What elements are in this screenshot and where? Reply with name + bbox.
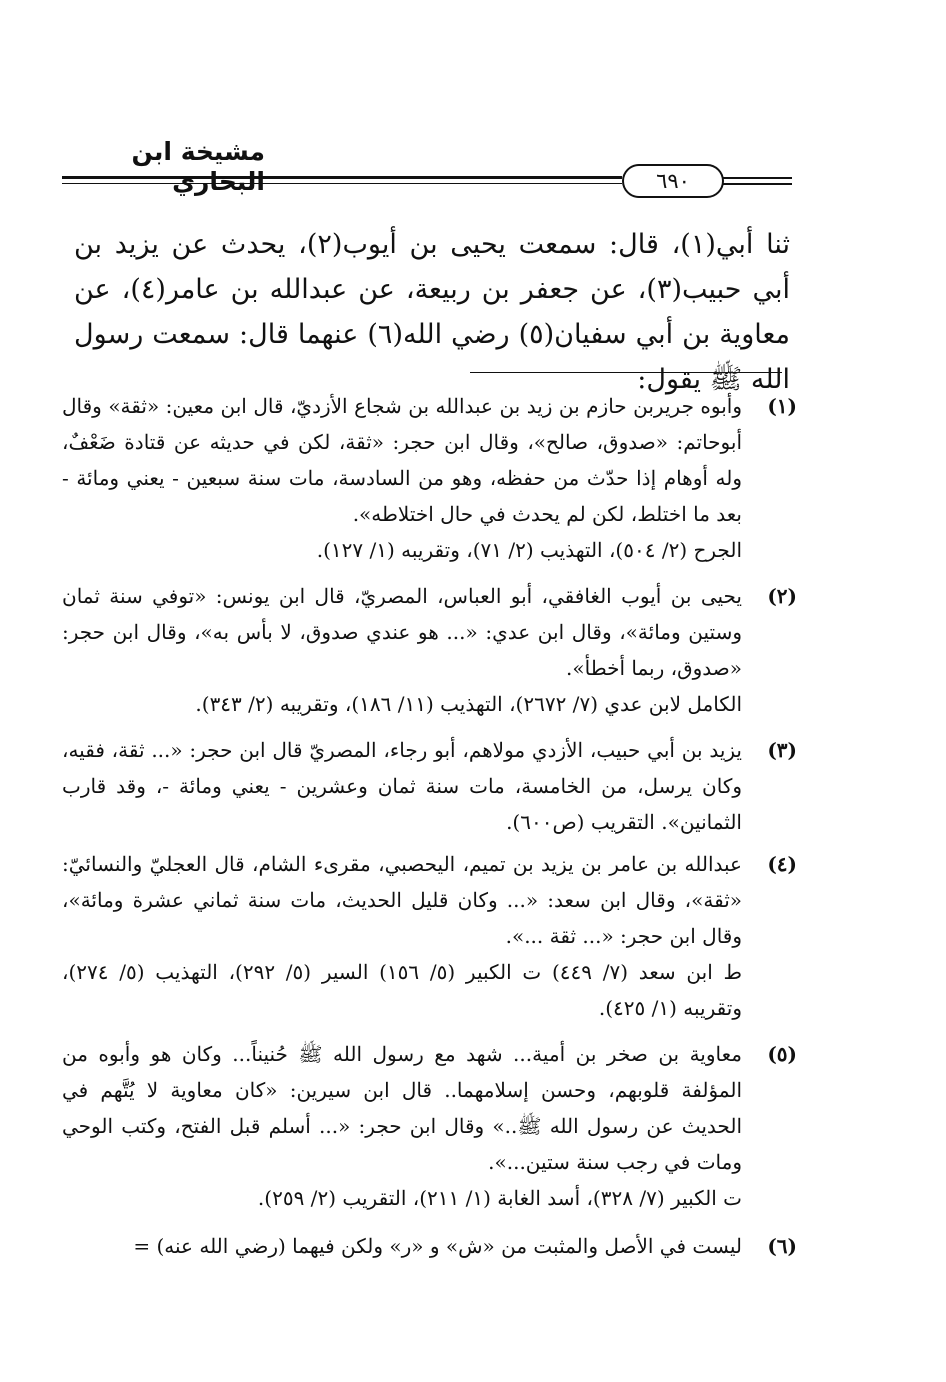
- footnote: [62, 846, 797, 1036]
- footnote: [62, 732, 797, 846]
- footnote-number: (٣): [767, 738, 797, 762]
- footnote-reference: الكامل لابن عدي (٧/ ٢٦٧٢)، التهذيب (١١/ ١٨٦)، وتقريبه (٢/ ٣٤٣).: [195, 692, 742, 716]
- footnote-number: (٦): [767, 1234, 797, 1258]
- footnote: [62, 1036, 797, 1228]
- footnote-text: عبدالله بن عامر بن يزيد بن تميم، اليحصبي، مقرىء الشام، قال العجليّ والنسائيّ: «ثقة»، وقال ابن سعد: «... وكان قليل الحديث، مات سنة ثماني عشرة ومائة»، وقال ابن حجر: «... ثقة ...».: [62, 852, 742, 948]
- footnote-text: ليست في الأصل والمثبت من «ش» و «ر» ولكن فيهما (رضي الله عنه) =: [133, 1234, 742, 1258]
- running-title: مشيخة ابن البخاري: [131, 137, 265, 196]
- footnote-reference: ط ابن سعد (٧/ ٤٤٩) ت الكبير (٥/ ١٥٦) السير (٥/ ٢٩٢)، التهذيب (٥/ ٢٧٤)، وتقريبه (١/ ٤٢٥).: [62, 960, 742, 1020]
- footnote: [62, 1228, 797, 1268]
- footnote-number: (١): [767, 394, 797, 418]
- footnote-number: (٢): [767, 584, 797, 608]
- footnote-reference: ت الكبير (٧/ ٣٢٨)، أسد الغابة (١/ ٢١١)، التقريب (٢/ ٢٥٩).: [257, 1186, 742, 1210]
- header-rule: [722, 177, 792, 179]
- main-paragraph: ثنا أبي(١)، قال: سمعت يحيى بن أيوب(٢)، يحدث عن يزيد بن أبي حبيب(٣)، عن جعفر بن ربيعة، عن عبدالله بن عامر(٤)، عن معاوية بن أبي سفيان(٥) رضي الله(٦) عنهما قال: سمعت رسول الله ﷺ يقول:: [74, 229, 790, 395]
- footnote-text: معاوية بن صخر بن أمية... شهد مع رسول الله ﷺ حُنيناً... وكان هو وأبوه من المؤلفة قلوبهم، وحسن إسلامهما.. قال ابن سيرين: «كان معاوية لا يُتَّهم في الحديث عن رسول الله ﷺ..» وقال ابن حجر: «... أسلم قبل الفتح، وكتب الوحي ومات في رجب سنة ستين...».: [62, 1042, 742, 1174]
- header-rule: [62, 176, 622, 179]
- footnote: [62, 388, 797, 578]
- footnote-text: يزيد بن أبي حبيب، الأزدي مولاهم، أبو رجاء، المصريّ قال ابن حجر: «... ثقة، فقيه، وكان يرسل، من الخامسة، مات سنة ثمان وعشرين - يعني ومائة -، وقد قارب الثمانين». التقريب (ص٦٠٠).: [62, 738, 742, 834]
- footnote-number: (٥): [767, 1042, 797, 1066]
- page-number: ٦٩٠: [622, 164, 724, 198]
- footnote: [62, 578, 797, 732]
- footnotes-divider: [470, 372, 782, 373]
- footnote-reference: الجرح (٢/ ٥٠٤)، التهذيب (٢/ ٧١)، وتقريبه (١/ ١٢٧).: [316, 538, 742, 562]
- main-text: [74, 222, 790, 402]
- footnotes: [62, 388, 797, 1268]
- footnote-text: وأبوه جريربن حازم بن زيد بن عبدالله بن شجاع الأزديّ، قال ابن معين: «ثقة» وقال أبوحاتم: «صدوق، صالح»، وقال ابن حجر: «ثقة، لكن في حديثه عن قتادة ضَعْفٌ، وله أوهام إذا حدّث من حفظه، وهو من السادسة، مات سنة سبعين - يعني ومائة - بعد ما اختلط، لكن لم يحدث في حال اختلاطه».: [62, 394, 742, 526]
- footnote-text: يحيى بن أيوب الغافقي، أبو العباس، المصريّ، قال ابن يونس: «توفي سنة ثمان وستين ومائة»، وقال ابن عدي: «... هو عندي صدوق، لا بأس به»، وقال ابن حجر: «صدوق، ربما أخطأ».: [62, 584, 742, 680]
- footnote-number: (٤): [767, 852, 797, 876]
- header-rule: [722, 183, 792, 185]
- header-rule: [62, 183, 622, 184]
